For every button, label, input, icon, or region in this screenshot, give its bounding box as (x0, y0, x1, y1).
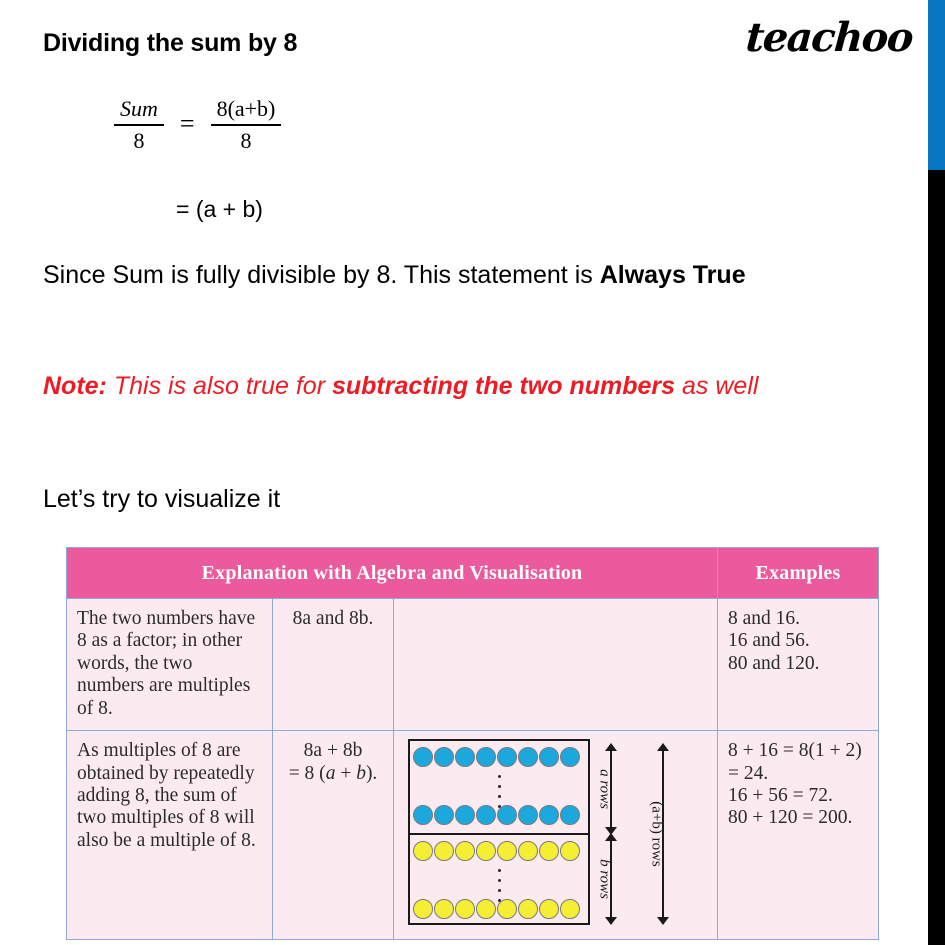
cell-examples-1 (718, 599, 879, 731)
explanation-text-2: As multiples of 8 are obtained by repeatedly adding 8, the sum of two multiples of 8 will also be a multiple of 8. (77, 740, 256, 851)
arrow-a-rows-label-text: a rows (596, 769, 613, 810)
example-line: 80 + 120 = 200. (728, 807, 853, 829)
statement-line (43, 261, 746, 290)
table-row (67, 731, 879, 940)
arrow-a-rows-label (596, 769, 613, 809)
dot-row-blue-top (413, 747, 580, 767)
arrow-ab-rows-head-up (657, 743, 669, 751)
dot-yellow (560, 841, 580, 861)
dot-blue (434, 747, 454, 767)
concept-table (66, 547, 879, 940)
algebra-text-1 (273, 599, 393, 640)
dot-blue (434, 805, 454, 825)
note-label: Note: (43, 372, 107, 400)
dot-blue (539, 805, 559, 825)
dot-yellow (497, 841, 517, 861)
ellipsis-blue (498, 775, 501, 808)
examples-text-1 (718, 599, 878, 685)
dot-yellow (476, 841, 496, 861)
algebra-text-2 (273, 731, 393, 795)
right-edge-black-bar (928, 170, 945, 945)
cell-explanation-1 (67, 599, 273, 731)
note-line (43, 372, 758, 401)
visualize-line: Let’s try to visualize it (43, 485, 281, 513)
dot-blue (476, 747, 496, 767)
note-emphasis: subtracting the two numbers (331, 372, 676, 400)
arrow-ab-rows-label-text: (a+b) rows (648, 801, 665, 867)
algebra-line-2b: = 8 (a + b). (288, 762, 378, 784)
example-line: 8 and 16. (728, 608, 801, 629)
table-header-examples: Examples (718, 548, 879, 599)
dot-diagram-divider (408, 833, 590, 835)
dot-yellow (413, 899, 433, 919)
cell-explanation-2 (67, 731, 273, 940)
teachoo-logo: teachoo (744, 14, 914, 61)
cell-algebra-2 (273, 731, 394, 940)
fraction-left-denominator: 8 (133, 128, 145, 153)
fraction-right (211, 96, 282, 154)
ellipsis-dot (498, 775, 501, 778)
table-header-explanation: Explanation with Algebra and Visualisation (67, 548, 718, 599)
dot-yellow (434, 841, 454, 861)
table-row (67, 599, 879, 731)
dot-blue (455, 805, 475, 825)
cell-visual-1 (394, 599, 718, 731)
dot-diagram (408, 739, 703, 939)
dot-yellow (518, 899, 538, 919)
fraction-left (114, 96, 164, 154)
dot-yellow (560, 899, 580, 919)
cell-visual-2 (394, 731, 718, 940)
dot-row-blue-bottom (413, 805, 580, 825)
fraction-right-denominator: 8 (240, 128, 252, 153)
arrow-b-rows-head-down (605, 917, 617, 925)
ellipsis-yellow (498, 869, 501, 902)
dot-blue (518, 805, 538, 825)
dot-blue (413, 805, 433, 825)
explanation-text-1: The two numbers have 8 as a factor; in other words, the two numbers are multiples of 8. (77, 608, 256, 719)
fraction-left-numerator: Sum (120, 96, 158, 121)
ellipsis-dot (498, 795, 501, 798)
example-line: = 24. (728, 762, 769, 784)
example-line: 16 + 56 = 72. (728, 784, 833, 806)
arrow-ab-rows-head-down (657, 917, 669, 925)
dot-blue (455, 747, 475, 767)
dot-yellow (413, 841, 433, 861)
dot-row-yellow-bottom (413, 899, 580, 919)
statement-prefix: Since Sum is fully divisible by 8. This statement is (43, 261, 600, 289)
dot-yellow (539, 841, 559, 861)
dot-yellow (518, 841, 538, 861)
dot-yellow (497, 899, 517, 919)
cell-examples-2 (718, 731, 879, 940)
dot-blue (518, 747, 538, 767)
arrow-b-rows-label (596, 859, 613, 899)
ellipsis-dot (498, 879, 501, 882)
dot-blue (560, 747, 580, 767)
cell-algebra-1 (273, 599, 394, 731)
note-text-first: This is also true for (106, 372, 332, 400)
equation-result: = (a + b) (176, 196, 263, 222)
arrow-ab-rows-label (648, 801, 665, 867)
dot-yellow (476, 899, 496, 919)
right-edge-blue-bar (928, 0, 945, 170)
ellipsis-dot (498, 889, 501, 892)
ellipsis-dot (498, 869, 501, 872)
statement-emphasis: Always True (599, 261, 746, 289)
examples-text-2 (718, 731, 878, 840)
example-line: 16 and 56. (728, 630, 810, 652)
fraction-right-numerator: 8(a+b) (216, 96, 276, 121)
arrow-a-rows-head-up (605, 743, 617, 751)
dot-blue (560, 805, 580, 825)
equation-sum-divided-by-8 (110, 96, 285, 154)
dot-yellow (455, 899, 475, 919)
dot-yellow (539, 899, 559, 919)
arrow-b-rows-head-up (605, 833, 617, 841)
dot-blue (497, 747, 517, 767)
dot-row-yellow-top (413, 841, 580, 861)
dot-blue (497, 805, 517, 825)
example-line: 80 and 120. (728, 652, 820, 674)
dot-yellow (455, 841, 475, 861)
page-title: Dividing the sum by 8 (43, 29, 298, 57)
example-line: 8 + 16 = 8(1 + 2) (728, 740, 862, 762)
table-header-row (67, 548, 879, 599)
dot-blue (476, 805, 496, 825)
ellipsis-dot (498, 785, 501, 788)
dot-yellow (434, 899, 454, 919)
dot-blue (413, 747, 433, 767)
dot-blue (539, 747, 559, 767)
arrow-b-rows-label-text: b rows (596, 859, 613, 900)
algebra-line-1a: 8a and 8b. (292, 608, 374, 629)
algebra-line-2a: 8a + 8b (303, 740, 363, 762)
note-text-second: as well (675, 372, 759, 400)
equals-sign: = (179, 109, 195, 138)
